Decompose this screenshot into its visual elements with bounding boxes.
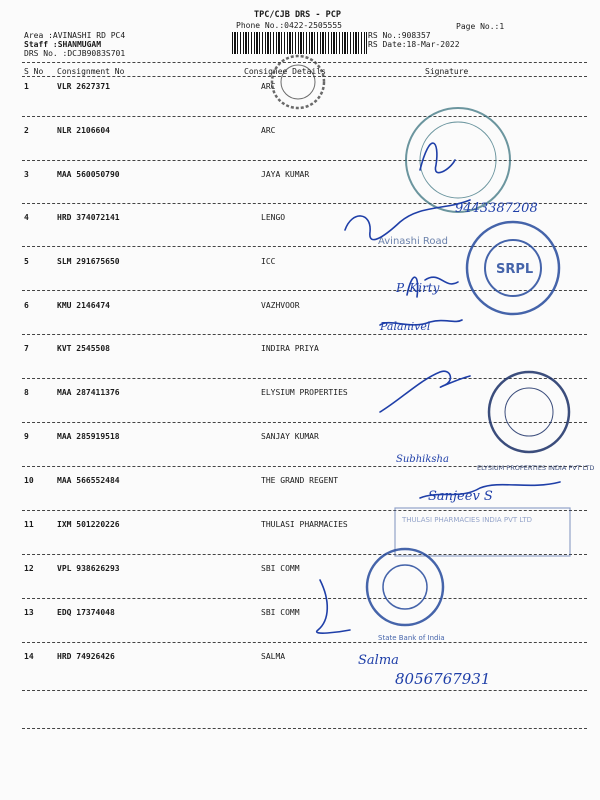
- row-divider: [22, 690, 587, 691]
- header-divider: [22, 76, 587, 77]
- address-stamp-text: Avinashi Road: [378, 236, 449, 247]
- row-consignment: HRD 374072141: [57, 213, 120, 222]
- row-consignment: NLR 2106604: [57, 126, 110, 135]
- row-consignee: ARC: [261, 126, 276, 135]
- sbi-stamp: [367, 549, 445, 642]
- page-number: Page No.:1: [456, 22, 505, 31]
- rs-date: RS Date:18-Mar-2022: [368, 40, 460, 49]
- row-divider: [22, 466, 587, 467]
- handwritten-signatures: [317, 143, 560, 633]
- row-consignee: LENGO: [261, 213, 286, 222]
- signature-row-10: Sanjeev S: [428, 489, 493, 504]
- document-title: TPC/CJB DRS - PCP: [254, 10, 341, 20]
- row-consignee: THE GRAND REGENT: [261, 476, 339, 485]
- row-sno: 10: [24, 476, 34, 485]
- signature-row-6: Palanivel: [380, 320, 431, 333]
- row-consignment: MAA 560050790: [57, 170, 120, 179]
- row-sno: 4: [24, 213, 29, 222]
- row-consignee: ARC: [261, 82, 276, 91]
- row-consignment: KVT 2545508: [57, 344, 110, 353]
- col-consignee: Consignee Details: [244, 67, 326, 76]
- row-sno: 12: [24, 564, 34, 573]
- row-sno: 2: [24, 126, 29, 135]
- col-sno: S No: [24, 67, 44, 76]
- area-label: Area :AVINASHI RD PC4: [24, 31, 126, 40]
- header-divider: [22, 62, 587, 63]
- row-consignment: MAA 285919518: [57, 432, 120, 441]
- handwritten-notes: [358, 201, 538, 688]
- row-sno: 8: [24, 388, 29, 397]
- row-divider: [22, 422, 587, 423]
- row-sno: 6: [24, 301, 29, 310]
- rs-number: RS No.:908357: [368, 31, 431, 40]
- signature-row-9: Subhiksha: [396, 454, 449, 465]
- row-consignment: VLR 2627371: [57, 82, 110, 91]
- row-consignment: KMU 2146474: [57, 301, 110, 310]
- row-consignment: HRD 74926426: [57, 652, 115, 661]
- elysium-stamp-text: ELYSIUM PROPERTIES INDIA PVT LTD: [477, 464, 595, 472]
- row-divider: [22, 116, 587, 117]
- row-sno: 7: [24, 344, 29, 353]
- row-divider: [22, 290, 587, 291]
- signature-row-5: P. Kirty: [396, 281, 440, 295]
- row-consignee: SANJAY KUMAR: [261, 432, 319, 441]
- row-sno: 3: [24, 170, 29, 179]
- srpl-stamp: [467, 222, 559, 314]
- row-consignee: SALMA: [261, 652, 286, 661]
- row-consignment: MAA 566552484: [57, 476, 120, 485]
- row-divider: [22, 598, 587, 599]
- handwritten-phone: 9443387208: [455, 201, 538, 216]
- row-sno: 9: [24, 432, 29, 441]
- row-consignment: MAA 287411376: [57, 388, 120, 397]
- row-consignee: INDIRA PRIYA: [261, 344, 319, 353]
- row-consignee: VAZHVOOR: [261, 301, 300, 310]
- row-consignee: ICC: [261, 257, 276, 266]
- staff-label: Staff :SHANMUGAM: [24, 40, 102, 49]
- row-divider: [22, 160, 587, 161]
- row-consignee: SBI COMM: [261, 564, 300, 573]
- thulasi-stamp: [395, 508, 570, 556]
- row-divider: [22, 642, 587, 643]
- row-consignee: JAYA KUMAR: [261, 170, 310, 179]
- row-divider: [22, 378, 587, 379]
- row-consignment: IXM 501220226: [57, 520, 120, 529]
- row-consignee: THULASI PHARMACIES: [261, 520, 348, 529]
- drs-number: DRS No. :DCJB9083S701: [24, 49, 126, 58]
- sbi-stamp-text: State Bank of India: [378, 634, 445, 642]
- col-signature: Signature: [425, 67, 469, 76]
- row-divider: [22, 554, 587, 555]
- footer-divider: [22, 728, 587, 729]
- signature-row-14: Salma: [358, 653, 399, 668]
- row-sno: 5: [24, 257, 29, 266]
- row-consignee: SBI COMM: [261, 608, 300, 617]
- row-consignment: VPL 938626293: [57, 564, 120, 573]
- barcode: [232, 32, 367, 54]
- phone-number: Phone No.:0422-2505555: [236, 21, 342, 30]
- row-divider: [22, 246, 587, 247]
- address-stamp: [378, 108, 510, 247]
- row-sno: 1: [24, 82, 29, 91]
- row-sno: 14: [24, 652, 34, 661]
- thulasi-stamp-text: THULASI PHARMACIES INDIA PVT LTD: [402, 516, 533, 524]
- round-stamp: [272, 56, 324, 108]
- row-consignment: EDQ 17374048: [57, 608, 115, 617]
- handwritten-phone-2: 8056767931: [395, 670, 491, 688]
- srpl-stamp-text: SRPL: [496, 262, 534, 277]
- row-divider: [22, 510, 587, 511]
- row-consignee: ELYSIUM PROPERTIES: [261, 388, 348, 397]
- row-sno: 11: [24, 520, 34, 529]
- row-sno: 13: [24, 608, 34, 617]
- col-consignment: Consignment No: [57, 67, 125, 76]
- row-divider: [22, 334, 587, 335]
- row-divider: [22, 203, 587, 204]
- row-consignment: SLM 291675650: [57, 257, 120, 266]
